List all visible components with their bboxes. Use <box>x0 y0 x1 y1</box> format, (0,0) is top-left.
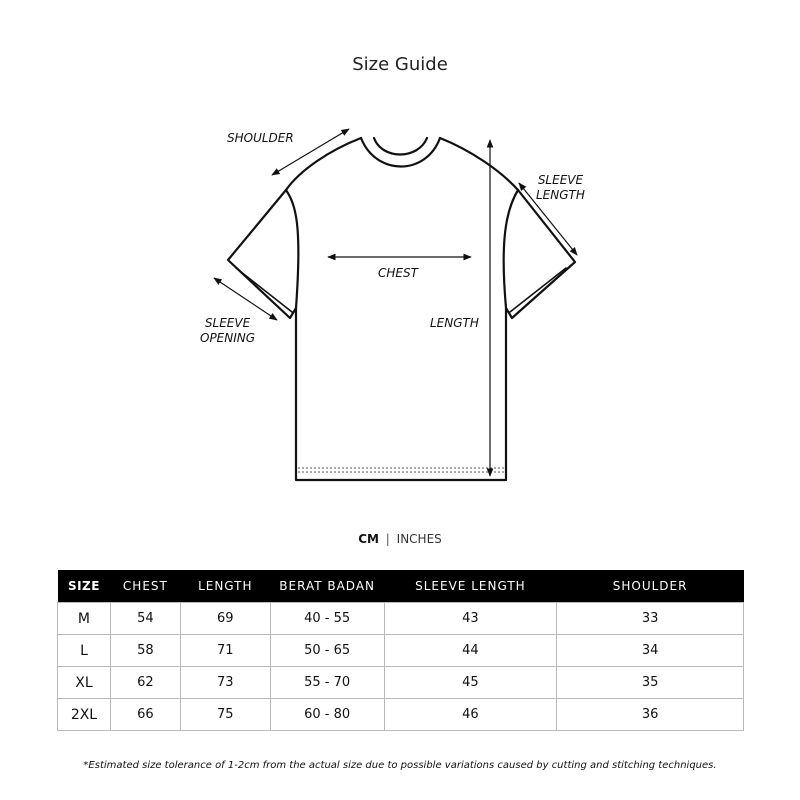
chest-cell: 62 <box>110 667 180 699</box>
sleeve-opening-label-line2: OPENING <box>200 331 256 345</box>
header-shoulder: SHOULDER <box>557 570 744 603</box>
size-cell: XL <box>58 667 111 699</box>
tshirt-outline <box>228 138 575 480</box>
sleeve-length-cell: 46 <box>384 699 557 731</box>
sleeve-opening-label <box>200 316 255 346</box>
size-cell: M <box>58 603 111 635</box>
size-cell: 2XL <box>58 699 111 731</box>
sleeve-length-label-line2: LENGTH <box>536 188 585 202</box>
shoulder-cell: 35 <box>557 667 744 699</box>
length-cell: 75 <box>180 699 270 731</box>
table-row <box>58 699 744 731</box>
sleeve-length-cell: 45 <box>384 667 557 699</box>
berat-badan-cell: 40 - 55 <box>270 603 384 635</box>
hem-stitch <box>298 468 504 472</box>
sleeve-length-label-line1: SLEEVE <box>537 173 584 187</box>
length-cell: 69 <box>180 603 270 635</box>
page-title: Size Guide <box>352 54 448 75</box>
header-size: SIZE <box>58 570 111 603</box>
chest-cell: 58 <box>110 635 180 667</box>
length-cell: 73 <box>180 667 270 699</box>
shoulder-cell: 36 <box>557 699 744 731</box>
sleeve-length-cell: 43 <box>384 603 557 635</box>
sleeve-opening-label-line1: SLEEVE <box>204 316 251 330</box>
sleeve-length-cell: 44 <box>384 635 557 667</box>
shoulder-cell: 33 <box>557 603 744 635</box>
unit-toggle <box>0 532 800 546</box>
header-sleeve-length: SLEEVE LENGTH <box>384 570 557 603</box>
chest-cell: 66 <box>110 699 180 731</box>
berat-badan-cell: 50 - 65 <box>270 635 384 667</box>
sleeve-opening-arrow <box>214 278 277 320</box>
chest-cell: 54 <box>110 603 180 635</box>
unit-separator: | <box>385 532 390 546</box>
table-row <box>58 603 744 635</box>
table-row <box>58 667 744 699</box>
length-label: LENGTH <box>430 316 479 330</box>
unit-inches[interactable]: INCHES <box>396 532 442 546</box>
berat-badan-cell: 60 - 80 <box>270 699 384 731</box>
length-cell: 71 <box>180 635 270 667</box>
sleeve-length-label <box>536 173 585 203</box>
header-berat-badan: BERAT BADAN <box>270 570 384 603</box>
size-cell: L <box>58 635 111 667</box>
header-chest: CHEST <box>110 570 180 603</box>
berat-badan-cell: 55 - 70 <box>270 667 384 699</box>
header-length: LENGTH <box>180 570 270 603</box>
chest-label: CHEST <box>378 266 418 280</box>
table-row <box>58 635 744 667</box>
table-header-row <box>58 570 744 603</box>
shoulder-cell: 34 <box>557 635 744 667</box>
size-table <box>57 570 744 731</box>
footnote: *Estimated size tolerance of 1-2cm from the actual size due to possible variations caused by cutting and stitching techniques. <box>83 760 717 771</box>
shoulder-label: SHOULDER <box>227 131 294 145</box>
unit-cm[interactable]: CM <box>358 532 379 546</box>
